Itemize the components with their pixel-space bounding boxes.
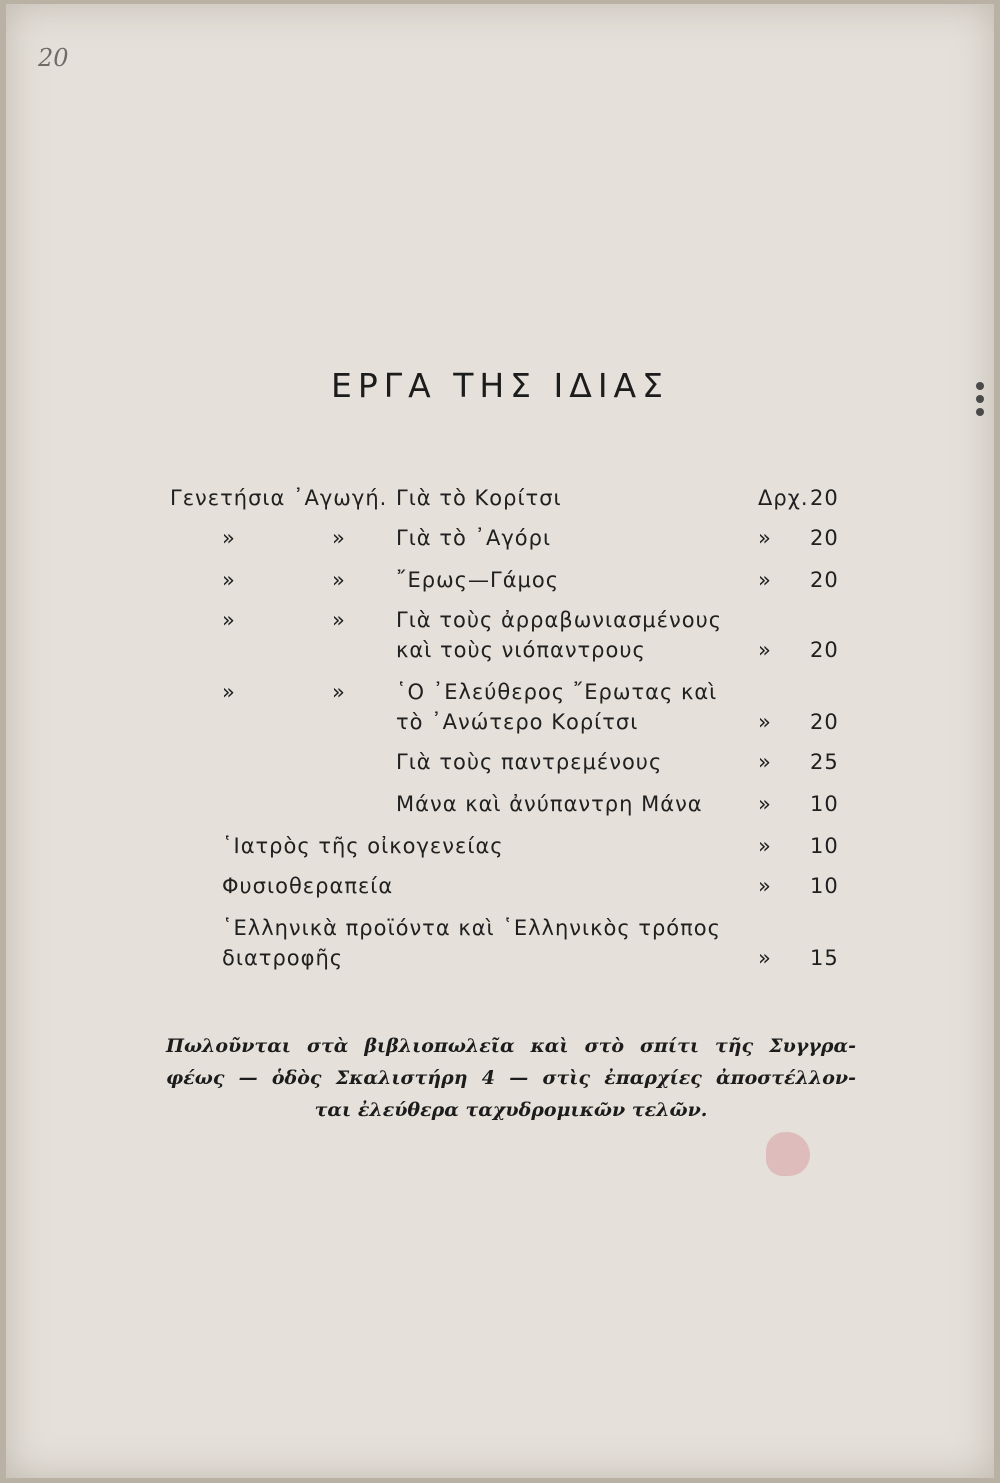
work-currency: » [758, 638, 772, 662]
work-price: 20 [810, 526, 839, 550]
work-series: » [222, 680, 236, 704]
work-series: ῾Ιατρὸς τῆς οἰκογενείας [222, 834, 504, 858]
work-currency: » [758, 526, 772, 550]
work-title: Γιὰ τοὺς ἀρραβωνιασμένους [396, 608, 723, 632]
work-price: 10 [810, 792, 839, 816]
work-currency: » [758, 946, 772, 970]
work-currency: » [758, 750, 772, 774]
work-currency: Δρχ. [758, 486, 809, 510]
work-title: τὸ ᾿Ανώτερο Κορίτσι [396, 710, 639, 734]
work-price: 15 [810, 946, 839, 970]
work-series: » [222, 526, 236, 550]
work-ditto: » [332, 680, 346, 704]
work-row [6, 526, 994, 562]
work-price: 25 [810, 750, 839, 774]
pencil-page-number: 20 [38, 44, 69, 72]
work-title: Γιὰ τὸ ᾿Αγόρι [396, 526, 552, 550]
work-title: ῎Ερως—Γάμος [396, 568, 560, 592]
work-ditto: » [332, 526, 346, 550]
work-price: 20 [810, 486, 839, 510]
work-series: Γενετήσια ᾿Αγωγή. [170, 486, 388, 510]
work-currency: » [758, 834, 772, 858]
work-title: ῾Ο ᾿Ελεύθερος ῎Ερωτας καὶ [396, 680, 718, 704]
ink-stain [766, 1132, 810, 1176]
work-currency: » [758, 874, 772, 898]
work-series: » [222, 568, 236, 592]
work-row [6, 638, 994, 674]
work-currency: » [758, 710, 772, 734]
work-row [6, 568, 994, 604]
work-ditto: » [332, 568, 346, 592]
work-row [6, 486, 994, 522]
footer-line: φέως — ὁδὸς Σκαλιστήρη 4 — στὶς ἐπαρχίες ἀποστέλλον- [166, 1067, 856, 1089]
work-series: ῾Ελληνικὰ προϊόντα καὶ ῾Ελληνικὸς τρόπος [222, 916, 721, 940]
footer-line: ται ἐλεύθερα ταχυδρομικῶν τελῶν. [314, 1099, 708, 1121]
footer-line: Πωλοῦνται στὰ βιβλιοπωλεῖα καὶ στὸ σπίτι τῆς Συγγρα- [166, 1035, 856, 1057]
work-row [6, 946, 994, 982]
work-row [6, 834, 994, 870]
work-title: Γιὰ τὸ Κορίτσι [396, 486, 562, 510]
page-title: ΕΡΓΑ ΤΗΣ ΙΔΙΑΣ [331, 366, 669, 405]
work-row [6, 710, 994, 746]
work-price: 20 [810, 638, 839, 662]
work-row [6, 750, 994, 786]
work-price: 10 [810, 874, 839, 898]
work-ditto: » [332, 608, 346, 632]
work-row [6, 792, 994, 828]
footer-note [166, 1030, 856, 1126]
work-price: 20 [810, 710, 839, 734]
dot [976, 408, 984, 416]
work-row [6, 874, 994, 910]
work-price: 10 [810, 834, 839, 858]
work-price: 20 [810, 568, 839, 592]
work-currency: » [758, 792, 772, 816]
work-title: Μάνα καὶ ἀνύπαντρη Μάνα [396, 792, 703, 816]
work-series: » [222, 608, 236, 632]
work-title: Γιὰ τοὺς παντρεμένους [396, 750, 663, 774]
book-page [6, 4, 994, 1478]
work-title: καὶ τοὺς νιόπαντρους [396, 638, 646, 662]
work-series: διατροφῆς [222, 946, 344, 970]
work-currency: » [758, 568, 772, 592]
work-series: Φυσιοθεραπεία [222, 874, 394, 898]
